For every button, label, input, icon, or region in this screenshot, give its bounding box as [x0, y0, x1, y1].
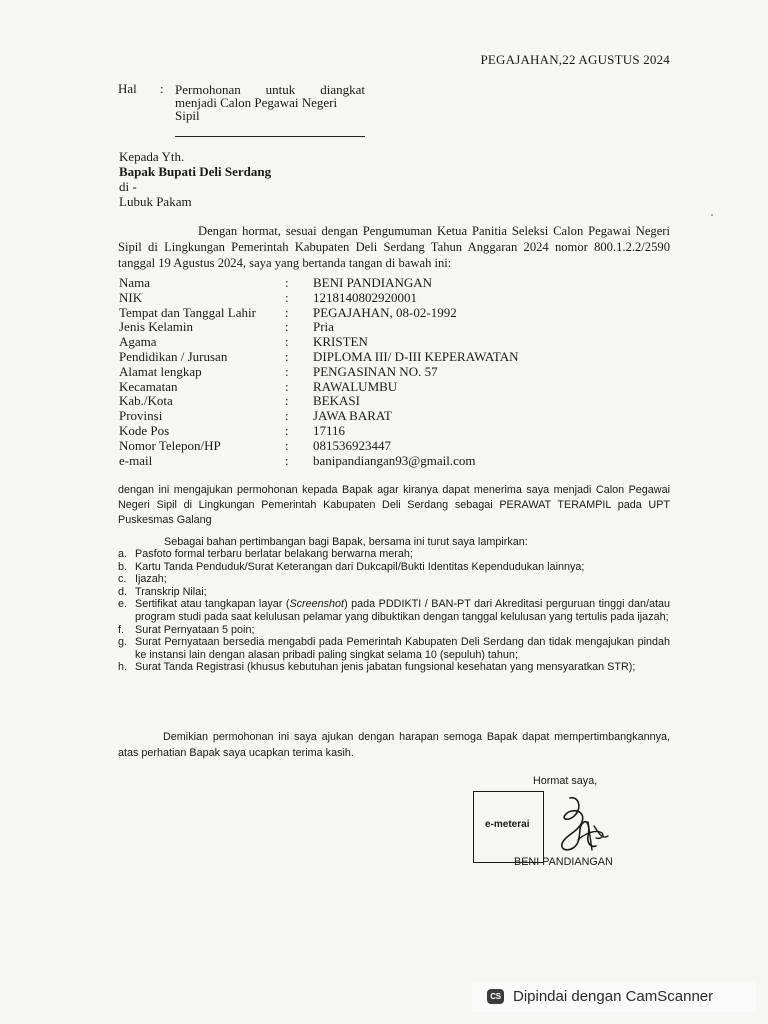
identity-label: Nomor Telepon/HP [119, 437, 221, 453]
scanner-watermark-text: Dipindai dengan CamScanner [513, 988, 714, 1005]
attachment-marker: g. [118, 636, 128, 649]
identity-label: Kecamatan [119, 378, 178, 394]
identity-value: BEKASI [313, 393, 360, 409]
identity-colon: : [285, 422, 289, 438]
identity-colon: : [285, 452, 289, 468]
identity-value: KRISTEN [313, 334, 368, 350]
subject-text [175, 83, 365, 122]
identity-value: 081536923447 [313, 437, 391, 453]
signature-mark [548, 792, 618, 862]
attachment-text-after: ) pada PDDIKTI / BAN-PT dari Akreditasi perguruan tinggi dan/atau program studi pada saat kelulusan pelamar yang dibuktikan dengan tanggal kelulusan yang tertulis pada ijazah; [135, 598, 670, 623]
attachments-intro: Sebagai bahan pertimbangan bagi Bapak, bersama ini turut saya lampirkan: [164, 536, 528, 548]
identity-label: NIK [119, 289, 143, 305]
identity-colon: : [285, 334, 289, 350]
attachment-marker: h. [118, 661, 128, 674]
attachment-item [118, 636, 670, 661]
identity-colon: : [285, 304, 289, 320]
subject-word: diangkat [320, 82, 365, 97]
attachment-marker: b. [118, 560, 128, 573]
signer-name: BENI PANDIANGAN [514, 856, 613, 868]
attachment-text: Surat Tanda Registrasi (khusus kebutuhan jenis jabatan fungsional kesehatan yang mensyaratkan STR); [135, 661, 636, 674]
identity-value: 17116 [313, 422, 346, 438]
identity-label: Alamat lengkap [119, 363, 202, 379]
attachment-item [118, 561, 670, 574]
subject-word: untuk [265, 82, 296, 97]
identity-value: BENI PANDIANGAN [313, 275, 433, 290]
identity-label: Tempat dan Tanggal Lahir [119, 304, 256, 320]
attachment-text: Surat Pernyataan bersedia mengabdi pada Pemerintah Kabupaten Deli Serdang dan tidak mengajukan pindah ke instansi lain dengan alasan pribadi paling singkat selama 10 (sepuluh) tahun; [135, 636, 670, 661]
identity-label: Pendidikan / Jurusan [119, 348, 228, 364]
subject-word: Permohonan [175, 82, 241, 97]
recipient-city: Lubuk Pakam [119, 194, 192, 209]
identity-value: PENGASINAN NO. 57 [313, 363, 438, 379]
attachment-item [118, 598, 670, 623]
attachment-marker: d. [118, 585, 128, 598]
attachment-marker: e. [118, 598, 128, 611]
attachment-text: Kartu Tanda Penduduk/Surat Keterangan dari Dukcapil/Bukti Identitas Kependudukan lainnya; [135, 560, 585, 573]
identity-label: Jenis Kelamin [119, 319, 194, 335]
subject-label: Hal [118, 81, 137, 96]
subject-line-3: Sipil [175, 108, 200, 123]
attachment-text: Surat Pernyataan 5 poin; [135, 623, 255, 636]
identity-label: Provinsi [119, 408, 163, 424]
attachments-list [118, 548, 670, 674]
identity-colon: : [285, 437, 289, 453]
identity-label: Nama [119, 275, 151, 290]
identity-colon: : [285, 393, 289, 409]
attachment-text-before: Sertifikat atau tangkapan layar ( [135, 598, 290, 611]
identity-colon: : [285, 319, 289, 335]
identity-colon: : [285, 378, 289, 394]
identity-value: 1218140802920001 [313, 289, 417, 305]
identity-value: JAWA BARAT [313, 408, 392, 424]
subject-colon: : [160, 81, 164, 96]
sign-off: Hormat saya, [533, 775, 598, 787]
identity-label: Agama [119, 334, 157, 350]
subject-line-2: menjadi Calon Pegawai Negeri [175, 95, 338, 110]
closing-text: Demikian permohonan ini saya ajukan dengan harapan semoga Bapak dapat mempertimbangkannya, atas perhatian Bapak saya ucapkan terima kasih. [118, 731, 670, 759]
identity-value: PEGAJAHAN, 08-02-1992 [313, 304, 457, 320]
recipient-name: Bapak Bupati Deli Serdang [119, 164, 272, 179]
meterai-label: e-meterai [485, 819, 530, 830]
attachment-marker: a. [118, 548, 128, 560]
identity-colon: : [285, 408, 289, 424]
request-paragraph: dengan ini mengajukan permohonan kepada Bapak agar kiranya dapat menerima saya menjadi Calon Pegawai Negeri Sipil di Lingkungan Pemerintah Kabupaten Deli Serdang sebagai PERAWAT TERAMPIL pada UPT Puskesmas Galang [118, 484, 670, 526]
intro-paragraph [118, 223, 670, 271]
attachment-text: Transkrip Nilai; [135, 585, 207, 598]
intro-text: Dengan hormat, sesuai dengan Pengumuman Ketua Panitia Seleksi Calon Pegawai Negeri Sipil di Lingkungan Pemerintah Kabupaten Deli Serdang Tahun Anggaran 2024 nomor 800.1.2.2/2590 tanggal 19 Agustus 2024, saya yang bertanda tangan di bawah ini: [118, 224, 670, 270]
attachment-item [118, 624, 670, 637]
attachment-item [118, 661, 670, 674]
identity-colon: : [285, 363, 289, 379]
recipient-salutation: Kepada Yth. [119, 149, 185, 164]
identity-label: Kode Pos [119, 422, 170, 438]
identity-colon: : [285, 348, 289, 364]
attachment-text: Ijazah; [135, 573, 167, 586]
attachment-marker: c. [118, 573, 127, 586]
identity-value: Pria [313, 319, 334, 335]
attachment-text-italic: Screenshot [289, 598, 345, 611]
camscanner-logo-icon: CS [487, 989, 504, 1004]
attachment-text: Pasfoto formal terbaru berlatar belakang berwarna merah; [135, 548, 413, 560]
closing-paragraph [118, 729, 670, 761]
identity-value: banipandiangan93@gmail.com [313, 452, 476, 468]
identity-colon: : [285, 289, 289, 305]
identity-value: DIPLOMA III/ D-III KEPERAWATAN [313, 348, 519, 364]
identity-value: RAWALUMBU [313, 378, 398, 394]
identity-colon: : [285, 275, 289, 290]
attachment-marker: f. [118, 623, 124, 636]
recipient-di: di - [119, 179, 137, 194]
attachment-item [118, 573, 670, 586]
place-date: PEGAJAHAN,22 AGUSTUS 2024 [480, 52, 670, 67]
attachment-item [118, 586, 670, 599]
identity-label: Kab./Kota [119, 393, 173, 409]
attachment-item [118, 548, 670, 561]
scan-speck [711, 214, 713, 216]
identity-label: e-mail [119, 452, 153, 468]
subject-underline [175, 136, 365, 137]
